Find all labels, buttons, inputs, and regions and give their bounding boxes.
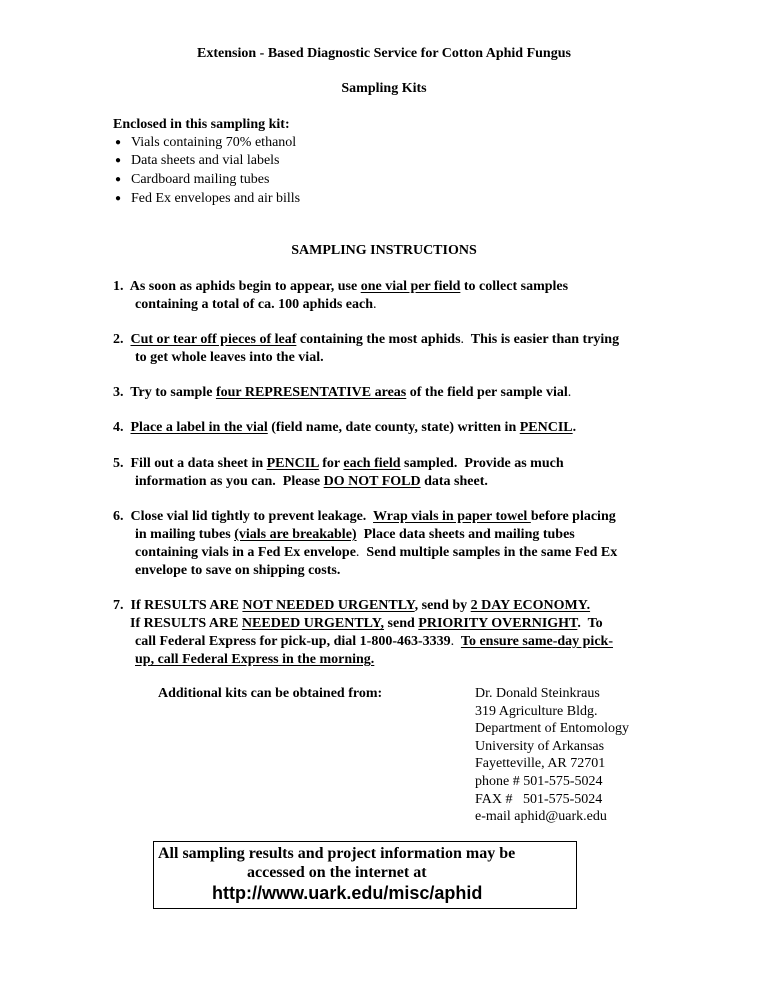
box-line-1: All sampling results and project information may be bbox=[158, 845, 516, 862]
bullet-icon: ● bbox=[115, 137, 122, 148]
emphasis-underline: Cut or tear off pieces of leaf bbox=[130, 332, 297, 347]
emphasis-underline: PRIORITY OVERNIGHT bbox=[418, 616, 578, 631]
emphasis-underline: one vial per field bbox=[360, 279, 461, 294]
bullet-icon: ● bbox=[115, 193, 122, 204]
address-line: phone # 501-575-5024 bbox=[475, 773, 603, 789]
emphasis-underline: PENCIL bbox=[266, 456, 319, 471]
address-line: e-mail aphid@uark.edu bbox=[475, 809, 607, 825]
instructions-heading: SAMPLING INSTRUCTIONS bbox=[291, 243, 477, 258]
emphasis-underline: up, call Federal Express in the morning. bbox=[135, 652, 375, 667]
contact-address bbox=[475, 685, 629, 826]
enclosed-heading: Enclosed in this sampling kit: bbox=[113, 117, 290, 132]
document-subtitle: Sampling Kits bbox=[341, 81, 427, 96]
emphasis-underline: PENCIL bbox=[519, 420, 573, 435]
emphasis-underline: (vials are breakable) bbox=[234, 527, 357, 542]
box-line-2: accessed on the internet at bbox=[247, 864, 427, 881]
web-info-box bbox=[153, 841, 577, 909]
emphasis-underline: To ensure same-day pick- bbox=[460, 634, 613, 649]
address-line: Department of Entomology bbox=[475, 721, 629, 737]
address-line: Fayetteville, AR 72701 bbox=[475, 756, 606, 772]
bullet-icon: ● bbox=[115, 174, 122, 185]
emphasis-underline: Wrap vials in paper towel bbox=[373, 509, 531, 524]
address-line: 319 Agriculture Bldg. bbox=[475, 703, 598, 719]
emphasis-underline: 2 DAY ECONOMY. bbox=[470, 598, 591, 613]
website-url-link[interactable]: http://www.uark.edu/misc/aphid bbox=[212, 883, 483, 903]
emphasis-underline: Place a label in the vial bbox=[130, 420, 268, 435]
emphasis-underline: NOT NEEDED URGENTLY bbox=[242, 598, 415, 613]
emphasis-underline: each field bbox=[343, 456, 401, 471]
additional-kits-label: Additional kits can be obtained from: bbox=[158, 686, 383, 701]
address-line: University of Arkansas bbox=[475, 738, 605, 754]
address-line: FAX # 501-575-5024 bbox=[475, 791, 603, 807]
address-line: Dr. Donald Steinkraus bbox=[475, 686, 600, 701]
emphasis-underline: four REPRESENTATIVE areas bbox=[215, 385, 407, 400]
emphasis-underline: NEEDED URGENTLY, bbox=[241, 616, 385, 631]
document-title: Extension - Based Diagnostic Service for Cotton Aphid Fungus bbox=[197, 46, 571, 61]
emphasis-underline: DO NOT FOLD bbox=[323, 474, 421, 489]
bullet-icon: ● bbox=[115, 155, 122, 166]
